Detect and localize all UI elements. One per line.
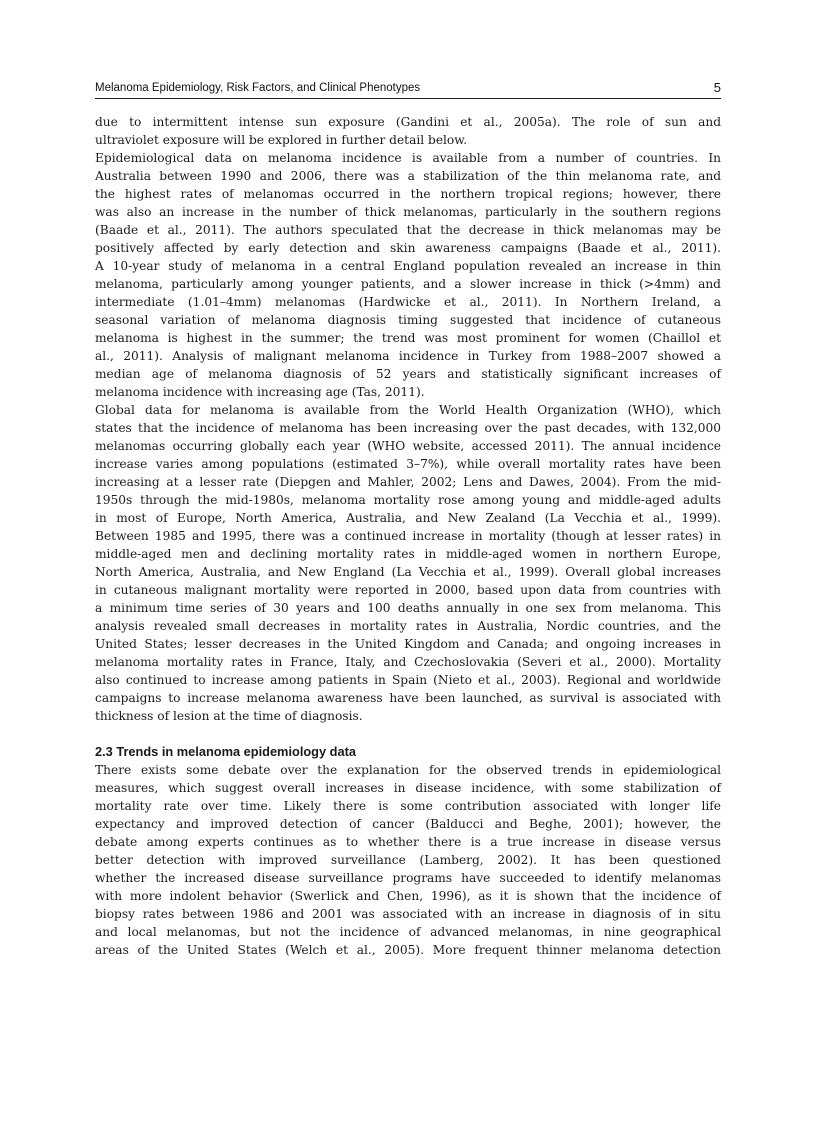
text-line: There exists some debate over the explanation for the observed trends in epidemiological bbox=[95, 763, 721, 777]
section-heading: 2.3 Trends in melanoma epidemiology data bbox=[95, 744, 356, 759]
text-line: better detection with improved surveillance (Lamberg, 2002). It has been questioned bbox=[95, 853, 721, 867]
section-gap bbox=[95, 725, 721, 743]
text-line: melanoma, particularly among younger patients, and a slower increase in thick (>4mm) and bbox=[95, 277, 721, 291]
text-line: Epidemiological data on melanoma incidence is available from a number of countries. In bbox=[95, 151, 721, 165]
paragraphs-after-section bbox=[95, 761, 721, 959]
text-line: states that the incidence of melanoma has been increasing over the past decades, with 132,000 bbox=[95, 421, 721, 435]
text-line: Global data for melanoma is available from the World Health Organization (WHO), which bbox=[95, 403, 721, 417]
text-line: biopsy rates between 1986 and 2001 was associated with an increase in diagnosis of in situ bbox=[95, 907, 721, 921]
text-line: melanomas occurring globally each year (WHO website, accessed 2011). The annual incidence bbox=[95, 439, 721, 453]
text-line: measures, which suggest overall increases in disease incidence, with some stabilization of bbox=[95, 781, 721, 795]
text-line: melanoma mortality rates in France, Italy, and Czechoslovakia (Severi et al., 2000). Mortality bbox=[95, 655, 721, 669]
text-line: Between 1985 and 1995, there was a continued increase in mortality (though at lesser rates) in bbox=[95, 529, 721, 543]
text-line: a minimum time series of 30 years and 100 deaths annually in one sex from melanoma. This bbox=[95, 601, 721, 615]
text-line: seasonal variation of melanoma diagnosis timing suggested that incidence of cutaneous bbox=[95, 313, 721, 327]
paragraphs-before-section bbox=[95, 113, 721, 725]
text-line: (Baade et al., 2011). The authors speculated that the decrease in thick melanomas may be bbox=[95, 223, 721, 237]
text-line: United States; lesser decreases in the United Kingdom and Canada; and ongoing increases in bbox=[95, 637, 721, 651]
text-line: in most of Europe, North America, Australia, and New Zealand (La Vecchia et al., 1999). bbox=[95, 511, 721, 525]
text-line: expectancy and improved detection of cancer (Balducci and Beghe, 2001); however, the bbox=[95, 817, 721, 831]
text-line: A 10-year study of melanoma in a central England population revealed an increase in thin bbox=[95, 259, 721, 273]
text-line: campaigns to increase melanoma awareness have been launched, as survival is associated with bbox=[95, 691, 721, 705]
text-line: positively affected by early detection and skin awareness campaigns (Baade et al., 2011). bbox=[95, 241, 721, 255]
text-line: thickness of lesion at the time of diagnosis. bbox=[95, 709, 363, 723]
text-line: the highest rates of melanomas occurred in the northern tropical regions; however, there bbox=[95, 187, 721, 201]
running-header bbox=[95, 80, 721, 99]
text-line: debate among experts continues as to whether there is a true increase in disease versus bbox=[95, 835, 721, 849]
page-number: 5 bbox=[713, 80, 721, 95]
text-line: increase varies among populations (estimated 3–7%), while overall mortality rates have been bbox=[95, 457, 721, 471]
text-line: mortality rate over time. Likely there is some contribution associated with longer life bbox=[95, 799, 721, 813]
text-line: intermediate (1.01–4mm) melanomas (Hardwicke et al., 2011). In Northern Ireland, a bbox=[95, 295, 721, 309]
header-title: Melanoma Epidemiology, Risk Factors, and Clinical Phenotypes bbox=[95, 82, 421, 94]
text-line: in cutaneous malignant mortality were reported in 2000, based upon data from countries with bbox=[95, 583, 721, 597]
text-line: melanoma is highest in the summer; the trend was most prominent for women (Chaillol et bbox=[95, 331, 721, 345]
text-line: melanoma incidence with increasing age (Tas, 2011). bbox=[95, 385, 425, 399]
text-line: increasing at a lesser rate (Diepgen and Mahler, 2002; Lens and Dawes, 2004). From the mid- bbox=[95, 475, 721, 489]
text-line: due to intermittent intense sun exposure (Gandini et al., 2005a). The role of sun and bbox=[95, 115, 721, 129]
text-line: 1950s through the mid-1980s, melanoma mortality rose among young and middle-aged adults bbox=[95, 493, 721, 507]
text-line: with more indolent behavior (Swerlick and Chen, 1996), as it is shown that the incidence of bbox=[95, 889, 721, 903]
text-line: areas of the United States (Welch et al., 2005). More frequent thinner melanoma detection bbox=[95, 943, 721, 957]
text-line: analysis revealed small decreases in mortality rates in Australia, Nordic countries, and the bbox=[95, 619, 721, 633]
text-line: and local melanomas, but not the incidence of advanced melanomas, in nine geographical bbox=[95, 925, 721, 939]
text-line: median age of melanoma diagnosis of 52 years and statistically significant increases of bbox=[95, 367, 721, 381]
text-line: Australia between 1990 and 2006, there was a stabilization of the thin melanoma rate, and bbox=[95, 169, 721, 183]
text-line: also continued to increase among patients in Spain (Nieto et al., 2003). Regional and worldwide bbox=[95, 673, 721, 687]
text-line: whether the increased disease surveillance programs have succeeded to identify melanomas bbox=[95, 871, 721, 885]
text-line: was also an increase in the number of thick melanomas, particularly in the southern regions bbox=[95, 205, 721, 219]
body-text bbox=[95, 113, 721, 959]
text-line: middle-aged men and declining mortality rates in middle-aged women in northern Europe, bbox=[95, 547, 721, 561]
text-line: al., 2011). Analysis of malignant melanoma incidence in Turkey from 1988–2007 showed a bbox=[95, 349, 721, 363]
text-line: ultraviolet exposure will be explored in further detail below. bbox=[95, 133, 468, 147]
text-line: North America, Australia, and New England (La Vecchia et al., 1999). Overall global increases bbox=[95, 565, 721, 579]
